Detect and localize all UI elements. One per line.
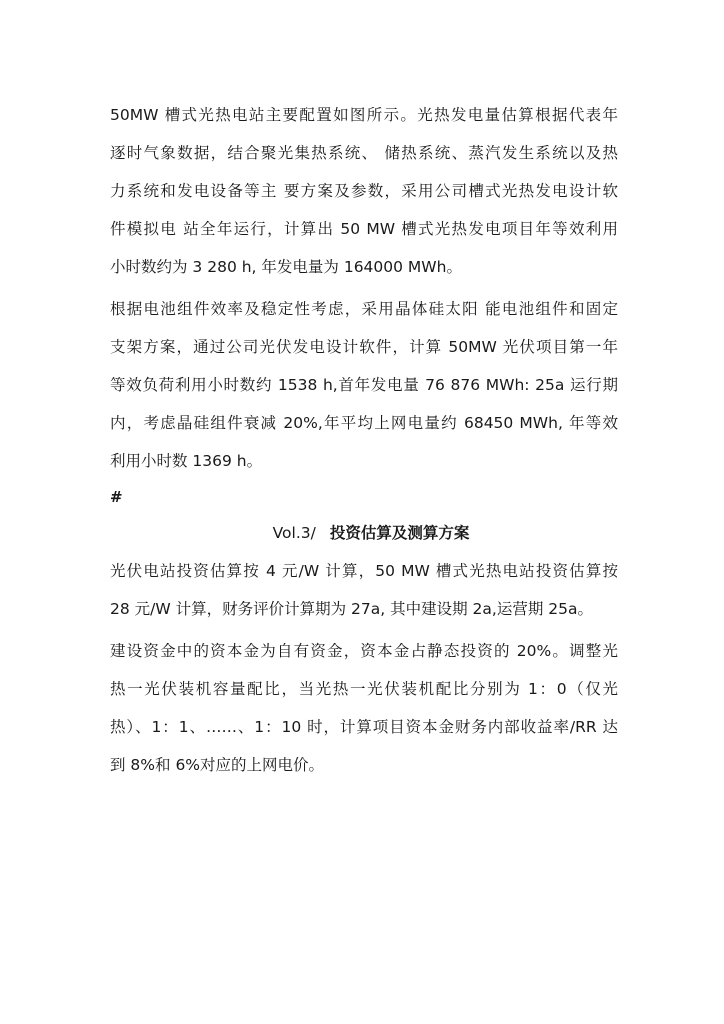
text-line: 内，考虑晶硅组件衰减 20%,年平均上网电量约 68450 MWh, 年等效 [110,414,618,432]
text-line: 小时数约为 3 280 h, 年发电量为 164000 MWh。 [110,258,462,276]
text-line: 力系统和发电设备等主 要方案及参数，采用公司槽式光热发电设计软 [110,182,618,200]
hash-marker: # [110,488,123,506]
text-line: 根据电池组件效率及稳定性考虑，采用晶体硅太阳 能电池组件和固定 [110,300,618,318]
paragraph-investment-estimate [110,552,618,628]
paragraph-solar-thermal-generation [110,96,618,286]
text-line: 28 元/W 计算，财务评价计算期为 27a, 其中建设期 2a,运营期 25a。 [110,600,593,618]
text-line: 到 8%和 6%对应的上网电价。 [110,756,325,774]
text-line: 支架方案，通过公司光伏发电设计软件，计算 50MW 光伏项目第一年 [110,338,618,356]
section-heading [110,514,618,552]
section-title: 投资估算及测算方案 [329,524,470,542]
document-body [110,96,618,784]
section-volume-label: Vol.3/ [272,524,316,542]
text-line: 利用小时数 1369 h。 [110,452,263,470]
text-line: 50MW 槽式光热电站主要配置如图所示。光热发电量估算根据代表年 [110,106,618,124]
text-line: 件模拟电 站全年运行，计算出 50 MW 槽式光热发电项目年等效利用 [110,220,618,238]
text-line: 热）、1：1、……、1：10 时，计算项目资本金财务内部收益率/RR 达 [110,718,618,736]
text-line: 热一光伏装机容量配比，当光热一光伏装机配比分别为 1：0（仅光 [110,680,618,698]
paragraph-pv-generation [110,290,618,480]
text-line: 光伏电站投资估算按 4 元/W 计算，50 MW 槽式光热电站投资估算按 [110,562,618,580]
text-line: 等效负荷利用小时数约 1538 h,首年发电量 76 876 MWh: 25a 运行期 [110,376,618,394]
text-line: 建设资金中的资本金为自有资金，资本金占静态投资的 20%。调整光 [110,642,618,660]
paragraph-capital-ratio [110,632,618,784]
text-line: 逐时气象数据，结合聚光集热系统、 储热系统、蒸汽发生系统以及热 [110,144,618,162]
